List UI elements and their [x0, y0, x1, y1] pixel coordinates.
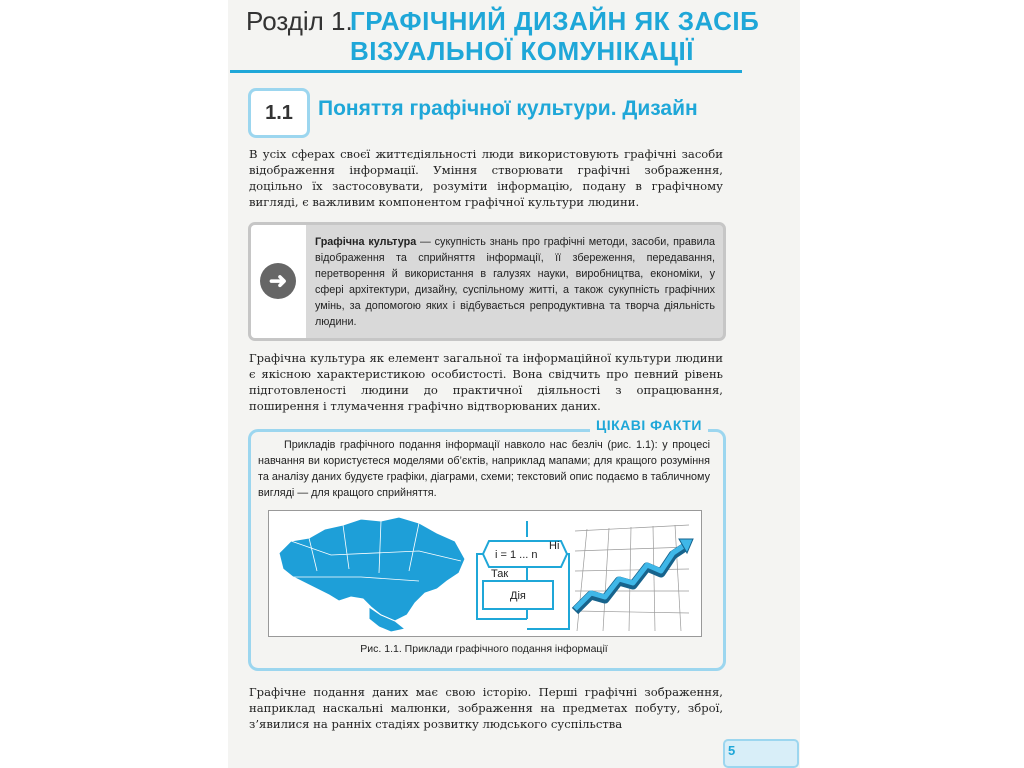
page-number: 5: [728, 743, 736, 758]
definition-icon-panel: [251, 225, 306, 338]
figure-frame: [268, 510, 702, 637]
intro-paragraph: В усіх сферах своєї життєдіяльності люди використовують графічні засоби відображення інформації. Уміння створювати графічні зображення, доцільно їх застосовувати, розуміти інформацію, подану в графічному вигляді, є важливим компонентом графічної культури людини.: [249, 147, 723, 209]
flowchart-loop-label: i = 1 ... n: [495, 549, 538, 561]
section-number-badge: [248, 88, 310, 138]
flowchart-action-label: Дія: [510, 590, 526, 602]
culture-paragraph: Графічна культура як елемент загальної та інформаційної культури людини є якісною характеристикою особистості. Вона свідчить про певний рівень підготовленості людини до практичної діяльності з опрацювання, поширення і тлумачення графічно відтворюваних даних.: [249, 351, 723, 413]
definition-term: Графічна культура: [315, 236, 417, 248]
chapter-label: Розділ 1.: [246, 6, 353, 36]
definition-box: [248, 222, 726, 341]
flowchart-yes-label: Так: [491, 568, 509, 580]
definition-body: — сукупність знань про графічні методи, засоби, правила відображення та сприйняття інформації, її збереження, передавання, перетворення й використання в галузях науки, виробництва, економіки, у сфері архітектури, дизайну, суспільному житті, а також сукупність графічних умінь, за допомогою яких і відбувається репродуктивна та творча діяльність людини.: [315, 236, 716, 328]
ukraine-map-image: [279, 517, 465, 632]
definition-text: [315, 234, 715, 330]
section-title: Поняття графічної культури. Дизайн: [318, 97, 698, 120]
flowchart-no-label: Ні: [549, 540, 560, 552]
chapter-title: ГРАФІЧНИЙ ДИЗАЙН ЯК ЗАСІБ ВІЗУАЛЬНОЇ КОМУНІКАЦІЇ: [350, 6, 760, 66]
arrow-right-icon: ➜: [260, 263, 296, 299]
facts-label: ЦІКАВІ ФАКТИ: [590, 417, 708, 433]
chapter-divider: [230, 70, 742, 73]
figure-illustrations: [269, 511, 701, 636]
rising-graph-image: [575, 525, 693, 631]
facts-text: [258, 437, 710, 501]
section-number: 1.1: [265, 101, 293, 124]
history-paragraph: Графічне подання даних має свою історію. Перші графічні зображення, наприклад наскальні малюнки, зображення на предметах побуту, зброї, з’явилися на ранніх стадіях розвитку людського суспільства: [249, 685, 723, 731]
facts-body: Прикладів графічного подання інформації навколо нас безліч (рис. 1.1): у процесі навчання ви користуєтеся моделями об’єктів, наприклад мапами; для кращого розуміння та аналізу даних будуєте графіки, діаграми, схеми; текстовий опис подаємо в табличному вигляді — для кращого сприйняття.: [258, 439, 710, 499]
figure-caption: Рис. 1.1. Приклади графічного подання інформації: [360, 643, 608, 655]
